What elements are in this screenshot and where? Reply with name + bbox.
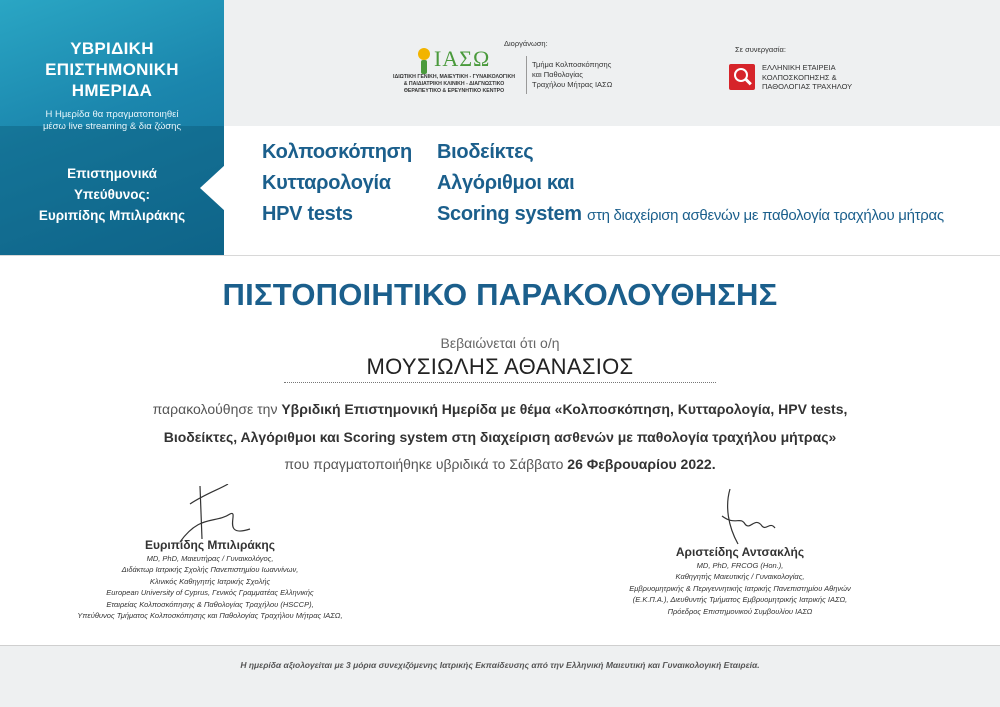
footer [0,646,1000,707]
event-title-line: ΗΜΕΡΙΔΑ [71,81,153,100]
body-line-3-prefix: που πραγματοποιήθηκε υβριδικά το Σάββατο [284,456,564,472]
iaso-tagline-line: ΙΔΙΩΤΙΚΗ ΓΕΝΙΚΗ, ΜΑΙΕΥΤΙΚΗ - ΓΥΝΑΙΚΟΛΟΓΙΚΗ [393,74,515,80]
department-line: και Παθολογίας [532,70,583,79]
recipient-name: ΜΟΥΣΙΩΛΗΣ ΑΘΑΝΑΣΙΟΣ [284,354,716,383]
iaso-tagline [385,74,523,95]
hsccp-line: ΚΟΛΠΟΣΚΟΠΗΣΗΣ & [762,72,837,82]
signatory-credential: Εμβρυομητρικής & Περιγεννητικής Ιατρικής Πανεπιστημίου Αθηνών [629,583,851,593]
magnifier-handle [744,78,752,86]
topic-item: Βιοδείκτες [437,141,534,163]
signatory-credential: Εταιρείας Κολποσκόπησης & Παθολογίας Τραχήλου (HSCCP), [106,599,314,609]
topic-item: Scoring system [437,203,582,225]
header-divider [0,255,1000,256]
department-name [532,60,612,90]
body-line-2-bold: Βιοδείκτες, Αλγόριθμοι και Scoring system στη διαχείριση ασθενών με παθολογία τραχήλου μήτρας» [163,429,837,445]
event-title [0,38,224,101]
scientific-responsible-line: Επιστημονικά [67,166,157,181]
signatory-credential: MD, PhD, FRCOG (Hon.), [696,561,784,570]
signature-left [60,538,360,621]
scientific-responsible [0,163,224,226]
hsccp-name [762,63,852,92]
hsccp-line: ΠΑΘΟΛΟΓΙΑΣ ΤΡΑΧΗΛΟΥ [762,82,853,91]
iaso-logo-figure-icon [421,60,427,74]
signatory-credential: Διδάκτωρ Ιατρικής Σχολής Πανεπιστημίου Ιωαννίνων, [121,565,299,575]
footer-text: Η ημερίδα αξιολογείται με 3 μόρια συνεχιζόμενης Ιατρικής Εκπαίδευσης από την Ελληνική Μαιευτική και Γυναικολογική Εταιρεία. [240,660,760,670]
body-line-3 [0,456,1000,472]
panel-notch [200,164,224,212]
topic-item: HPV tests [262,203,353,225]
iaso-logo-text: ΙΑΣΩ [434,46,491,71]
scientific-responsible-line: Υπεύθυνος: [73,187,151,202]
magnifier-icon [729,64,755,90]
hsccp-line: ΕΛΛΗΝΙΚΗ ΕΤΑΙΡΕΙΑ [762,63,836,72]
event-subtitle [0,109,224,133]
event-subtitle-line: Η Ημερίδα θα πραγματοποιηθεί [45,109,179,120]
event-subtitle-line: μέσω live streaming & δια ζώσης [42,121,182,132]
right-signature-scribble [700,486,780,551]
topics-column-2 [437,137,944,231]
iaso-logo-dot-icon [418,48,430,60]
certificate-title: ΠΙΣΤΟΠΟΙΗΤΙΚΟ ΠΑΡΑΚΟΛΟΥΘΗΣΗΣ [222,277,778,312]
topic-item-with-suffix [437,199,944,231]
topic-suffix: στη διαχείριση ασθενών με παθολογία τραχήλου μήτρας [587,207,944,224]
iaso-tagline-line: & ΠΑΙΔΙΑΤΡΙΚΗ ΚΛΙΝΙΚΗ - ΔΙΑΓΝΩΣΤΙΚΟ [403,81,505,87]
signatory-credential: MD, PhD, Μαιευτήρας / Γυναικολόγος, [146,554,274,563]
signatory-name: Αριστείδης Αντσακλής [675,545,805,559]
event-title-line: ΥΒΡΙΔΙΚΗ [70,39,154,58]
scientific-responsible-line: Ευριπίδης Μπιλιράκης [38,208,186,223]
signatory-credential: Καθηγητής Μαιευτικής / Γυναικολογίας, [675,572,805,582]
department-line: Τραχήλου Μήτρας ΙΑΣΩ [532,80,613,89]
body-line-1 [0,401,1000,417]
signature-right [590,545,890,617]
signatory-name: Ευριπίδης Μπιλιράκης [144,538,276,552]
body-line-1-prefix: παρακολούθησε την [152,401,278,417]
event-title-line: ΕΠΙΣΤΗΜΟΝΙΚΗ [45,60,179,79]
iaso-tagline-line: ΘΕΡΑΠΕΥΤΙΚΟ & ΕΡΕΥΝΗΤΙΚΟ ΚΕΝΤΡΟ [403,88,505,94]
signatory-credential: European University of Cyprus, Γενικός Γραμματέας Ελληνικής [106,588,314,598]
topic-item: Αλγόριθμοι και [437,172,575,194]
logo-divider [526,56,527,94]
signatory-credential: Υπεύθυνος Τμήματος Κολποσκόπησης και Παθολογίας Τραχήλου Μήτρας ΙΑΣΩ, [77,611,343,621]
organizer-label: Διοργάνωση: [504,39,548,48]
body-line-3-date: 26 Φεβρουαρίου 2022. [567,456,716,472]
body-line-2 [0,429,1000,445]
signatory-credential: (Ε.Κ.Π.Α.), Διευθυντής Τμήματος Εμβρυομητρικής Ιατρικής ΙΑΣΩ, [632,595,848,605]
topics-column-1 [262,137,412,230]
certify-text: Βεβαιώνεται ότι ο/η [440,335,560,351]
signatory-credential: Κλινικός Καθηγητής Ιατρικής Σχολής [149,576,271,586]
signatory-credential: Πρόεδρος Επιστημονικού Συμβουλίου ΙΑΣΩ [667,606,813,616]
event-banner-panel [0,0,224,255]
topic-item: Κυτταρολογία [262,172,391,194]
department-line: Τμήμα Κολποσκόπησης [532,60,612,69]
body-line-1-bold: Υβριδική Επιστημονική Ημερίδα με θέμα «Κολποσκόπηση, Κυτταρολογία, HPV tests, [281,401,848,417]
topic-item: Κολποσκόπηση [262,141,412,163]
collaboration-label: Σε συνεργασία: [735,45,786,54]
